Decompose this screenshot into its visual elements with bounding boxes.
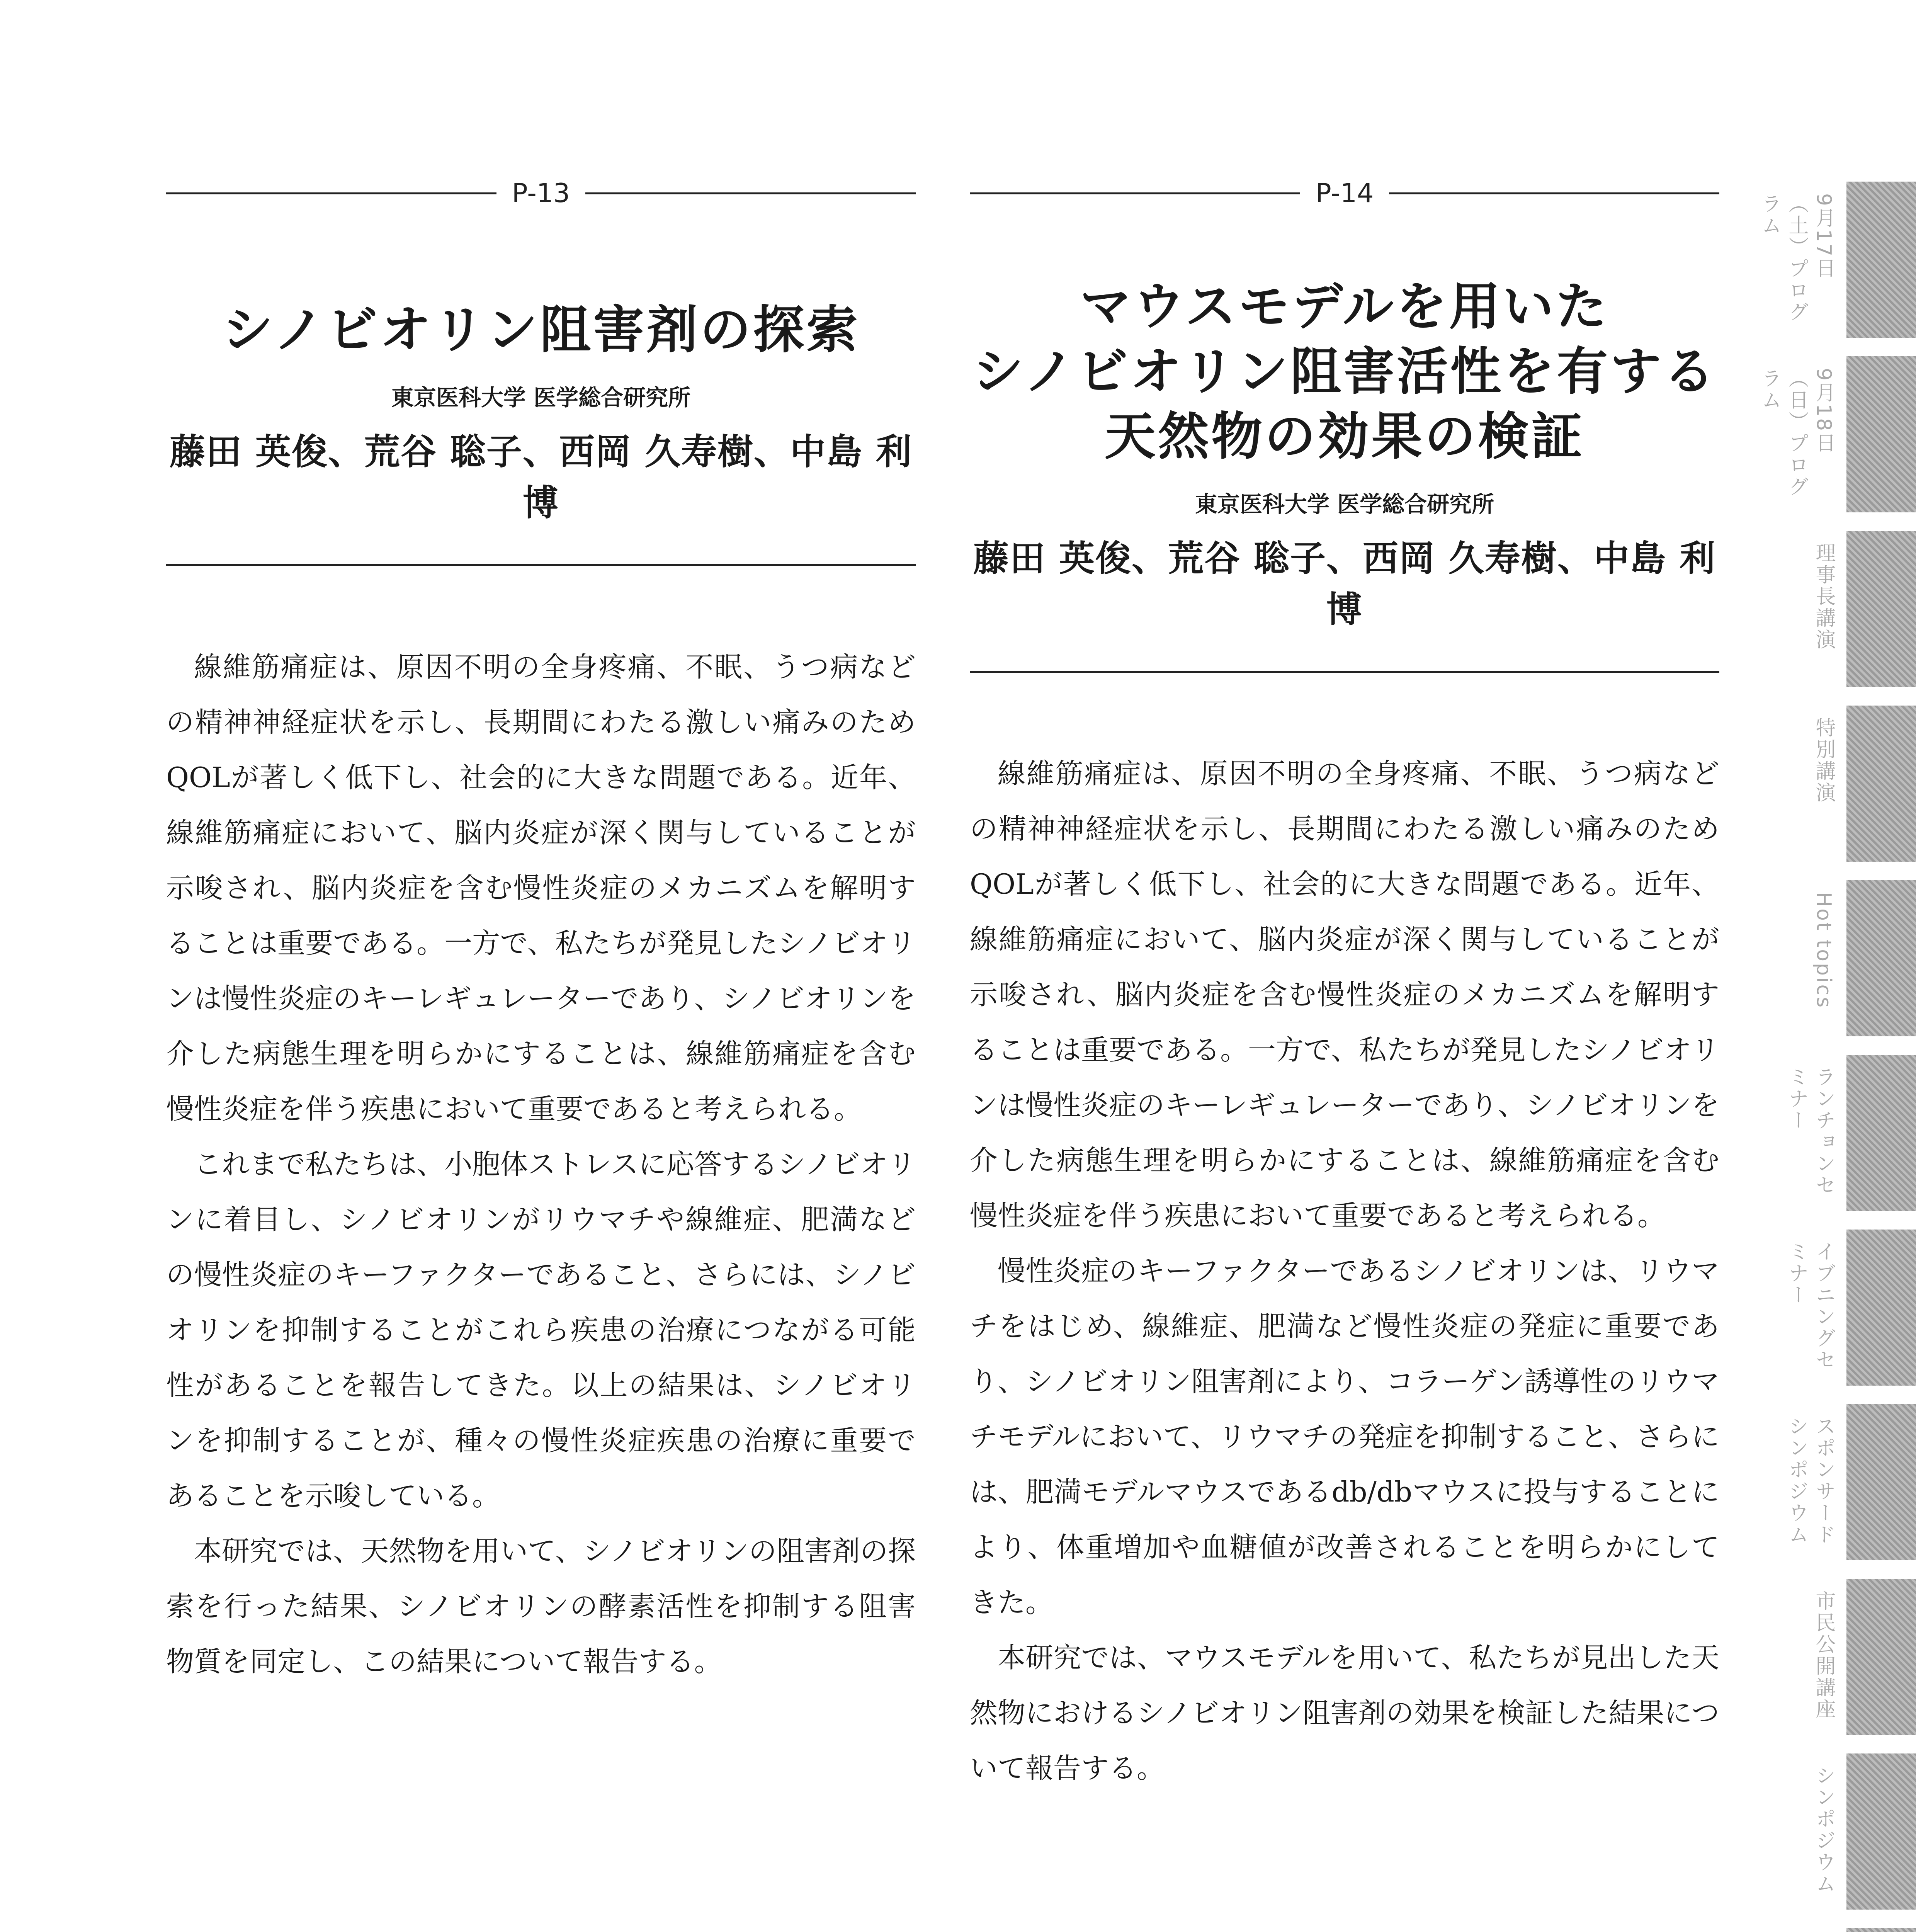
section-index-tabs: [1760, 182, 1916, 1932]
tab-sponsored-symposium[interactable]: [1760, 1404, 1916, 1560]
tab-label: イブニングセミナー: [1785, 1241, 1835, 1371]
tab-label: 理事長講演: [1812, 543, 1835, 651]
tab-label: Hot topics: [1812, 892, 1835, 1009]
authors: 藤田 英俊、荒谷 聡子、西岡 久寿樹、中島 利博: [973, 537, 1716, 630]
abstract-title: [970, 274, 1719, 469]
tab-label: 9月17日（土）プログラム: [1758, 193, 1835, 323]
tab-symposium[interactable]: [1760, 1753, 1916, 1910]
tab-bar: [1846, 182, 1916, 338]
affiliation: 東京医科大学 医学総合研究所: [1195, 491, 1494, 517]
header-rule-left: [970, 192, 1300, 194]
tab-bar: [1846, 356, 1916, 512]
abstract-p13: [166, 170, 916, 1689]
abstract-code-header: [970, 170, 1719, 216]
tab-day1-program[interactable]: [1760, 182, 1916, 338]
tab-bar: [1846, 706, 1916, 862]
tab-label: 9月18日（日）プログラム: [1758, 368, 1835, 498]
tab-label: スポンサードシンポジウム: [1785, 1416, 1835, 1546]
title-line: 天然物の効果の検証: [1105, 406, 1584, 466]
section-separator: [970, 671, 1719, 673]
tab-label: シンポジウム: [1812, 1765, 1835, 1895]
section-separator: [166, 564, 916, 566]
affiliation: 東京医科大学 医学総合研究所: [391, 384, 691, 411]
tab-educational-lecture[interactable]: [1760, 1928, 1916, 1932]
tab-label: 特別講演: [1812, 717, 1835, 804]
tab-evening-seminar[interactable]: [1760, 1230, 1916, 1386]
tab-special-lecture[interactable]: [1760, 706, 1916, 862]
tab-bar: [1846, 880, 1916, 1036]
tab-bar: [1846, 1579, 1916, 1735]
tab-bar: [1846, 531, 1916, 687]
tab-bar: [1846, 1404, 1916, 1560]
abstract-body: [166, 639, 916, 1689]
tab-bar: [1846, 1928, 1916, 1932]
abstract-code: P-13: [512, 178, 570, 209]
tab-public-lecture[interactable]: [1760, 1579, 1916, 1735]
paragraph: 線維筋痛症は、原因不明の全身疼痛、不眠、うつ病などの精神神経症状を示し、長期間にわたる激しい痛みのためQOLが著しく低下し、社会的に大きな問題である。近年、線維筋痛症において、脳内炎症が深く関与していることが示唆され、脳内炎症を含む慢性炎症のメカニズムを解明することは重要である。一方で、私たちが発見したシノビオリンは慢性炎症のキーレギュレーターであり、シノビオリンを介した病態生理を明らかにすることは、線維筋痛症を含む慢性炎症を伴う疾患において重要であると考えられる。: [166, 651, 916, 1125]
header-rule-right: [585, 192, 916, 194]
title-line: シノビオリン阻害剤の探索: [222, 300, 860, 360]
paragraph: 線維筋痛症は、原因不明の全身疼痛、不眠、うつ病などの精神神経症状を示し、長期間にわたる激しい痛みのためQOLが著しく低下し、社会的に大きな問題である。近年、線維筋痛症において、脳内炎症が深く関与していることが示唆され、脳内炎症を含む慢性炎症のメカニズムを解明することは重要である。一方で、私たちが発見したシノビオリンは慢性炎症のキーレギュレーターであり、シノビオリンを介した病態生理を明らかにすることは、線維筋痛症を含む慢性炎症を伴う疾患において重要であると考えられる。: [970, 757, 1719, 1232]
tab-day2-program[interactable]: [1760, 356, 1916, 512]
tab-bar: [1846, 1753, 1916, 1910]
authors: 藤田 英俊、荒谷 聡子、西岡 久寿樹、中島 利博: [169, 431, 913, 524]
paragraph: 本研究では、マウスモデルを用いて、私たちが見出した天然物におけるシノビオリン阻害剤の効果を検証した結果について報告する。: [970, 1641, 1719, 1784]
tab-label: 市民公開講座: [1812, 1590, 1835, 1720]
tab-bar: [1846, 1230, 1916, 1386]
paragraph: 本研究では、天然物を用いて、シノビオリンの阻害剤の探索を行った結果、シノビオリンの酵素活性を抑制する阻害物質を同定し、この結果について報告する。: [166, 1535, 916, 1678]
title-line: シノビオリン阻害活性を有する: [972, 342, 1717, 401]
abstract-code: P-14: [1315, 178, 1374, 209]
abstract-title: [166, 298, 916, 362]
paragraph: これまで私たちは、小胞体ストレスに応答するシノビオリンに着目し、シノビオリンがリウマチや線維症、肥満などの慢性炎症のキーファクターであること、さらには、シノビオリンを抑制することがこれら疾患の治療につながる可能性があることを報告してきた。以上の結果は、シノビオリンを抑制することが、種々の慢性炎症疾患の治療に重要であることを示唆している。: [166, 1148, 916, 1512]
tab-label: ランチョンセミナー: [1785, 1066, 1835, 1196]
header-rule-right: [1389, 192, 1719, 194]
tab-hot-topics[interactable]: [1760, 880, 1916, 1036]
header-rule-left: [166, 192, 496, 194]
tab-chairman-lecture[interactable]: [1760, 531, 1916, 687]
abstract-p14: [970, 170, 1719, 1796]
abstract-body: [970, 746, 1719, 1796]
abstract-code-header: [166, 170, 916, 216]
tab-bar: [1846, 1055, 1916, 1211]
tab-luncheon-seminar[interactable]: [1760, 1055, 1916, 1211]
paragraph: 慢性炎症のキーファクターであるシノビオリンは、リウマチをはじめ、線維症、肥満など慢性炎症の発症に重要であり、シノビオリン阻害剤により、コラーゲン誘導性のリウマチモデルにおいて、リウマチの発症を抑制すること、さらには、肥満モデルマウスであるdb/dbマウスに投与することにより、体重増加や血糖値が改善されることを明らかにしてきた。: [970, 1255, 1719, 1619]
title-line: マウスモデルを用いた: [1080, 277, 1609, 337]
